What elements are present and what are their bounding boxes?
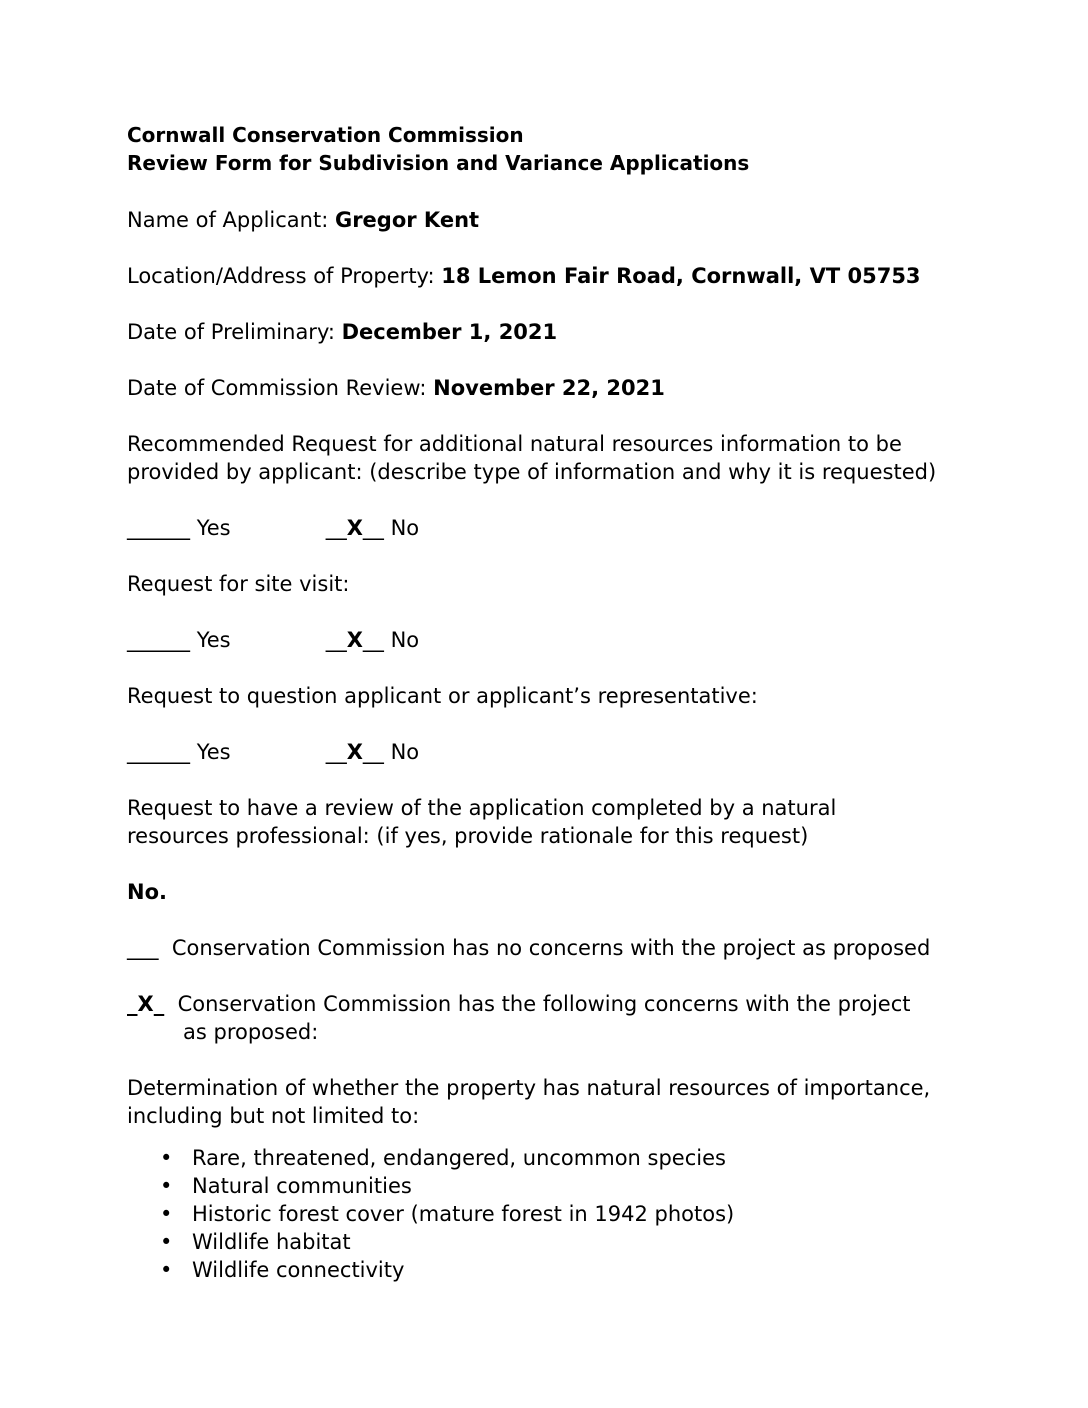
q1-text-line2: provided by applicant: (describe type of information and why it is requested) [127, 460, 937, 484]
q1-yes-blank[interactable]: ______ [127, 516, 190, 540]
location-value: 18 Lemon Fair Road, Cornwall, VT 05753 [441, 264, 921, 288]
q1-text-line1: Recommended Request for additional natural resources information to be [127, 432, 902, 456]
q3-no-mark[interactable]: X [346, 740, 363, 764]
preliminary-label: Date of Preliminary: [127, 320, 335, 344]
list-item-text: Wildlife connectivity [192, 1258, 405, 1282]
q1-answer-row [127, 514, 419, 542]
list-item [160, 1200, 734, 1228]
location-row [127, 262, 921, 290]
applicant-value: Gregor Kent [334, 208, 480, 232]
has-concerns-mark[interactable]: X [137, 992, 154, 1016]
commission-review-row [127, 374, 665, 402]
bullet-icon: • [160, 1258, 173, 1282]
commission-review-value: November 22, 2021 [433, 376, 665, 400]
has-concerns-blank-post: _ [153, 992, 165, 1016]
has-concerns-text-line2: as proposed: [183, 1020, 319, 1044]
q3-yes-label: Yes [196, 740, 231, 764]
has-concerns-row [127, 990, 911, 1018]
list-item [160, 1256, 734, 1284]
q1-no-mark[interactable]: X [346, 516, 363, 540]
bullet-icon: • [160, 1146, 173, 1170]
has-concerns-text: Conservation Commission has the following concerns with the project [177, 992, 911, 1016]
location-label: Location/Address of Property: [127, 264, 435, 288]
form-title: Review Form for Subdivision and Variance Applications [127, 151, 750, 175]
q3-yes-blank[interactable]: ______ [127, 740, 190, 764]
q1-no-label: No [390, 516, 420, 540]
q2-text: Request for site visit: [127, 572, 350, 596]
list-item [160, 1228, 734, 1256]
list-item-text: Historic forest cover (mature forest in 1942 photos) [192, 1202, 735, 1226]
determination-line1: Determination of whether the property has natural resources of importance, [127, 1076, 931, 1100]
q4-text-line1: Request to have a review of the application completed by a natural [127, 796, 837, 820]
q2-no-mark[interactable]: X [346, 628, 363, 652]
q2-no-blank-pre: __ [325, 628, 347, 652]
list-item-text: Wildlife habitat [192, 1230, 351, 1254]
preliminary-value: December 1, 2021 [341, 320, 558, 344]
applicant-label: Name of Applicant: [127, 208, 329, 232]
q3-no-label: No [390, 740, 420, 764]
q3-no-blank-pre: __ [325, 740, 347, 764]
bullet-icon: • [160, 1174, 173, 1198]
q2-yes-label: Yes [196, 628, 231, 652]
q3-no-blank-post: __ [362, 740, 384, 764]
no-concerns-row [127, 934, 930, 962]
q3-text: Request to question applicant or applicant’s representative: [127, 684, 758, 708]
q1-yes-label: Yes [196, 516, 231, 540]
bullet-icon: • [160, 1202, 173, 1226]
q1-no-blank-post: __ [362, 516, 384, 540]
q2-no-label: No [390, 628, 420, 652]
q4-text-line2: resources professional: (if yes, provide rationale for this request) [127, 824, 809, 848]
bullet-icon: • [160, 1230, 173, 1254]
preliminary-row [127, 318, 557, 346]
list-item-text: Rare, threatened, endangered, uncommon species [192, 1146, 726, 1170]
no-concerns-blank[interactable]: ___ [127, 936, 159, 960]
list-item [160, 1144, 734, 1172]
q4-answer: No. [127, 880, 167, 904]
list-item-text: Natural communities [192, 1174, 412, 1198]
determination-line2: including but not limited to: [127, 1104, 420, 1128]
q1-no-blank-pre: __ [325, 516, 347, 540]
list-item [160, 1172, 734, 1200]
applicant-row [127, 206, 479, 234]
resources-list [160, 1144, 734, 1284]
q2-no-blank-post: __ [362, 628, 384, 652]
commission-review-label: Date of Commission Review: [127, 376, 427, 400]
q2-yes-blank[interactable]: ______ [127, 628, 190, 652]
org-title: Cornwall Conservation Commission [127, 123, 524, 147]
q2-answer-row [127, 626, 419, 654]
q3-answer-row [127, 738, 419, 766]
no-concerns-text: Conservation Commission has no concerns with the project as proposed [171, 936, 931, 960]
has-concerns-blank-pre: _ [127, 992, 138, 1016]
